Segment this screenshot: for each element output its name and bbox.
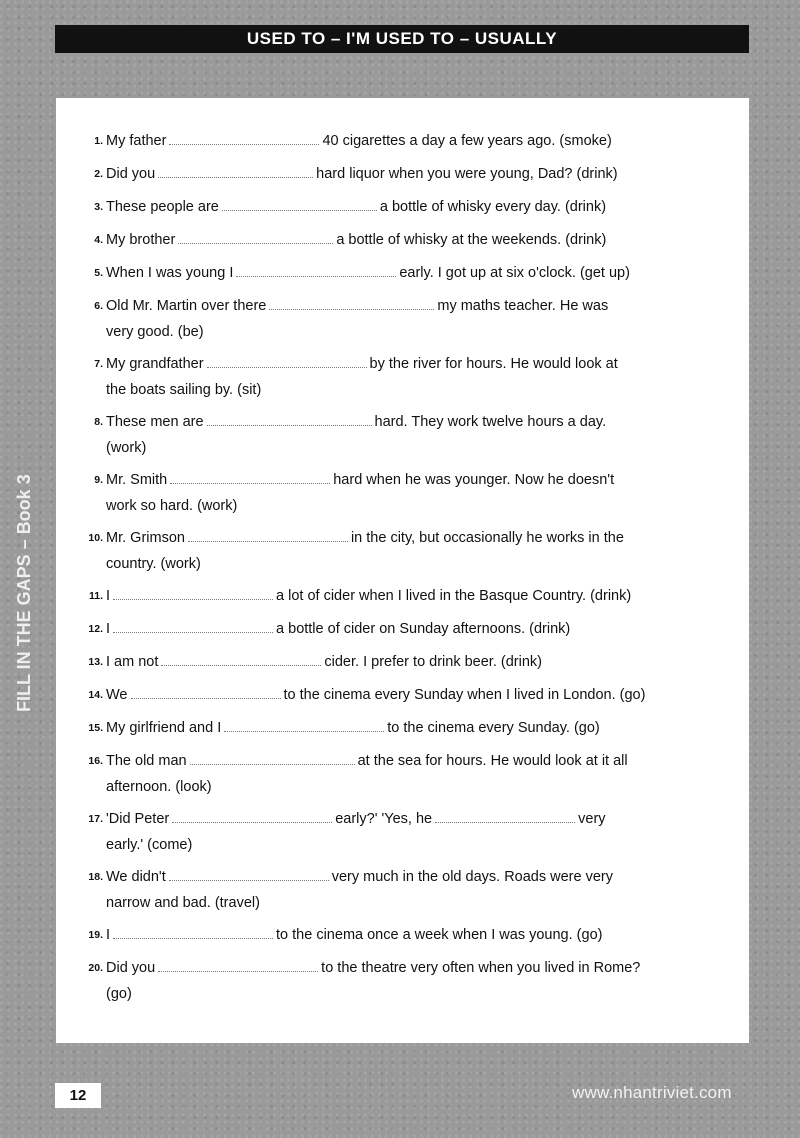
question-text: early. I got up at six o'clock. (get up) bbox=[399, 265, 630, 281]
question-number: 1. bbox=[94, 135, 103, 147]
question-number: 5. bbox=[94, 267, 103, 279]
question-text: to the theatre very often when you lived in Rome? bbox=[321, 960, 641, 976]
question-text: I bbox=[106, 588, 111, 604]
question-number: 6. bbox=[94, 300, 103, 312]
question-text: Mr. Smith bbox=[106, 472, 168, 488]
question-5 bbox=[94, 260, 706, 286]
question-text: early?' 'Yes, he bbox=[335, 811, 433, 827]
question-number: 2. bbox=[94, 168, 103, 180]
answer-gap[interactable] bbox=[222, 194, 377, 211]
question-text: at the sea for hours. He would look at it all bbox=[357, 753, 628, 769]
question-text: cider. I prefer to drink beer. (drink) bbox=[324, 654, 542, 670]
answer-gap[interactable] bbox=[113, 616, 273, 633]
question-text: (go) bbox=[106, 986, 132, 1002]
question-text: The old man bbox=[106, 753, 187, 769]
question-text: I bbox=[106, 927, 111, 943]
question-text: to the cinema every Sunday. (go) bbox=[387, 720, 600, 736]
question-text: My father bbox=[106, 133, 167, 149]
question-text: very good. (be) bbox=[106, 324, 204, 340]
question-number: 10. bbox=[88, 532, 103, 544]
question-1 bbox=[94, 128, 706, 154]
question-text: early.' (come) bbox=[106, 837, 193, 853]
question-4 bbox=[94, 227, 706, 253]
question-text: narrow and bad. (travel) bbox=[106, 895, 260, 911]
question-text: My grandfather bbox=[106, 356, 204, 372]
answer-gap[interactable] bbox=[172, 806, 332, 823]
question-text: We didn't bbox=[106, 869, 166, 885]
question-10 bbox=[88, 525, 706, 577]
question-text: These people are bbox=[106, 199, 219, 215]
question-text: a lot of cider when I lived in the Basque Country. (drink) bbox=[276, 588, 632, 604]
question-6 bbox=[94, 293, 706, 345]
question-18 bbox=[88, 864, 706, 916]
question-number: 3. bbox=[94, 201, 103, 213]
question-7 bbox=[94, 351, 706, 403]
answer-gap[interactable] bbox=[435, 806, 575, 823]
question-number: 11. bbox=[88, 590, 103, 602]
answer-gap[interactable] bbox=[113, 922, 273, 939]
question-text: hard. They work twelve hours a day. bbox=[374, 414, 607, 430]
question-number: 9. bbox=[94, 474, 103, 486]
page-number: 12 bbox=[55, 1083, 101, 1108]
question-text: My brother bbox=[106, 232, 176, 248]
question-text: to the cinema once a week when I was young. (go) bbox=[276, 927, 603, 943]
question-number: 7. bbox=[94, 358, 103, 370]
question-17 bbox=[88, 806, 706, 858]
question-text: 40 cigarettes a day a few years ago. (smoke) bbox=[322, 133, 612, 149]
question-number: 17. bbox=[88, 813, 103, 825]
side-label: FILL IN THE GAPS – Book 3 bbox=[14, 474, 34, 712]
question-15 bbox=[88, 715, 706, 741]
question-19 bbox=[88, 922, 706, 948]
question-number: 12. bbox=[88, 623, 103, 635]
answer-gap[interactable] bbox=[269, 293, 434, 310]
question-number: 14. bbox=[88, 689, 103, 701]
answer-gap[interactable] bbox=[224, 715, 384, 732]
question-11 bbox=[88, 583, 706, 609]
question-text: When I was young I bbox=[106, 265, 234, 281]
question-number: 16. bbox=[88, 755, 103, 767]
answer-gap[interactable] bbox=[188, 525, 348, 542]
question-text: a bottle of whisky every day. (drink) bbox=[379, 199, 607, 215]
question-text: the boats sailing by. (sit) bbox=[106, 382, 262, 398]
question-text: Did you bbox=[106, 960, 156, 976]
question-text: in the city, but occasionally he works in the bbox=[350, 530, 624, 546]
question-text: Old Mr. Martin over there bbox=[106, 298, 267, 314]
answer-gap[interactable] bbox=[190, 748, 355, 765]
question-12 bbox=[88, 616, 706, 642]
question-text: hard liquor when you were young, Dad? (drink) bbox=[316, 166, 618, 182]
question-3 bbox=[94, 194, 706, 220]
question-text: I bbox=[106, 621, 111, 637]
question-number: 20. bbox=[88, 962, 103, 974]
question-text: Did you bbox=[106, 166, 156, 182]
question-2 bbox=[94, 161, 706, 187]
question-text: These men are bbox=[106, 414, 204, 430]
question-number: 15. bbox=[88, 722, 103, 734]
answer-gap[interactable] bbox=[207, 351, 367, 368]
question-text: We bbox=[106, 687, 128, 703]
question-number: 13. bbox=[88, 656, 103, 668]
answer-gap[interactable] bbox=[169, 864, 329, 881]
question-text: very bbox=[578, 811, 606, 827]
question-number: 4. bbox=[94, 234, 103, 246]
question-13 bbox=[88, 649, 706, 675]
question-text: my maths teacher. He was bbox=[437, 298, 609, 314]
answer-gap[interactable] bbox=[158, 955, 318, 972]
question-text: 'Did Peter bbox=[106, 811, 170, 827]
question-14 bbox=[88, 682, 706, 708]
question-text: hard when he was younger. Now he doesn't bbox=[333, 472, 615, 488]
question-8 bbox=[94, 409, 706, 461]
question-text: very much in the old days. Roads were very bbox=[331, 869, 613, 885]
question-text: Mr. Grimson bbox=[106, 530, 185, 546]
worksheet bbox=[56, 98, 749, 1043]
question-text: (work) bbox=[106, 440, 147, 456]
answer-gap[interactable] bbox=[113, 583, 273, 600]
question-text: a bottle of cider on Sunday afternoons. (drink) bbox=[276, 621, 571, 637]
page-title: USED TO – I'M USED TO – USUALLY bbox=[55, 25, 749, 53]
question-text: work so hard. (work) bbox=[106, 498, 238, 514]
answer-gap[interactable] bbox=[158, 161, 313, 178]
answer-gap[interactable] bbox=[170, 467, 330, 484]
question-text: a bottle of whisky at the weekends. (drink) bbox=[336, 232, 607, 248]
answer-gap[interactable] bbox=[207, 409, 372, 426]
website-watermark: www.nhantriviet.com bbox=[572, 1083, 732, 1102]
question-number: 18. bbox=[88, 871, 103, 883]
answer-gap[interactable] bbox=[236, 260, 396, 277]
question-text: My girlfriend and I bbox=[106, 720, 222, 736]
answer-gap[interactable] bbox=[161, 649, 321, 666]
question-text: afternoon. (look) bbox=[106, 779, 212, 795]
answer-gap[interactable] bbox=[131, 682, 281, 699]
answer-gap[interactable] bbox=[178, 227, 333, 244]
question-number: 8. bbox=[94, 416, 103, 428]
question-text: to the cinema every Sunday when I lived in London. (go) bbox=[283, 687, 646, 703]
question-20 bbox=[88, 955, 706, 1007]
question-text: by the river for hours. He would look at bbox=[369, 356, 618, 372]
question-number: 19. bbox=[88, 929, 103, 941]
question-text: I am not bbox=[106, 654, 159, 670]
answer-gap[interactable] bbox=[169, 128, 319, 145]
question-9 bbox=[94, 467, 706, 519]
question-text: country. (work) bbox=[106, 556, 201, 572]
question-16 bbox=[88, 748, 706, 800]
